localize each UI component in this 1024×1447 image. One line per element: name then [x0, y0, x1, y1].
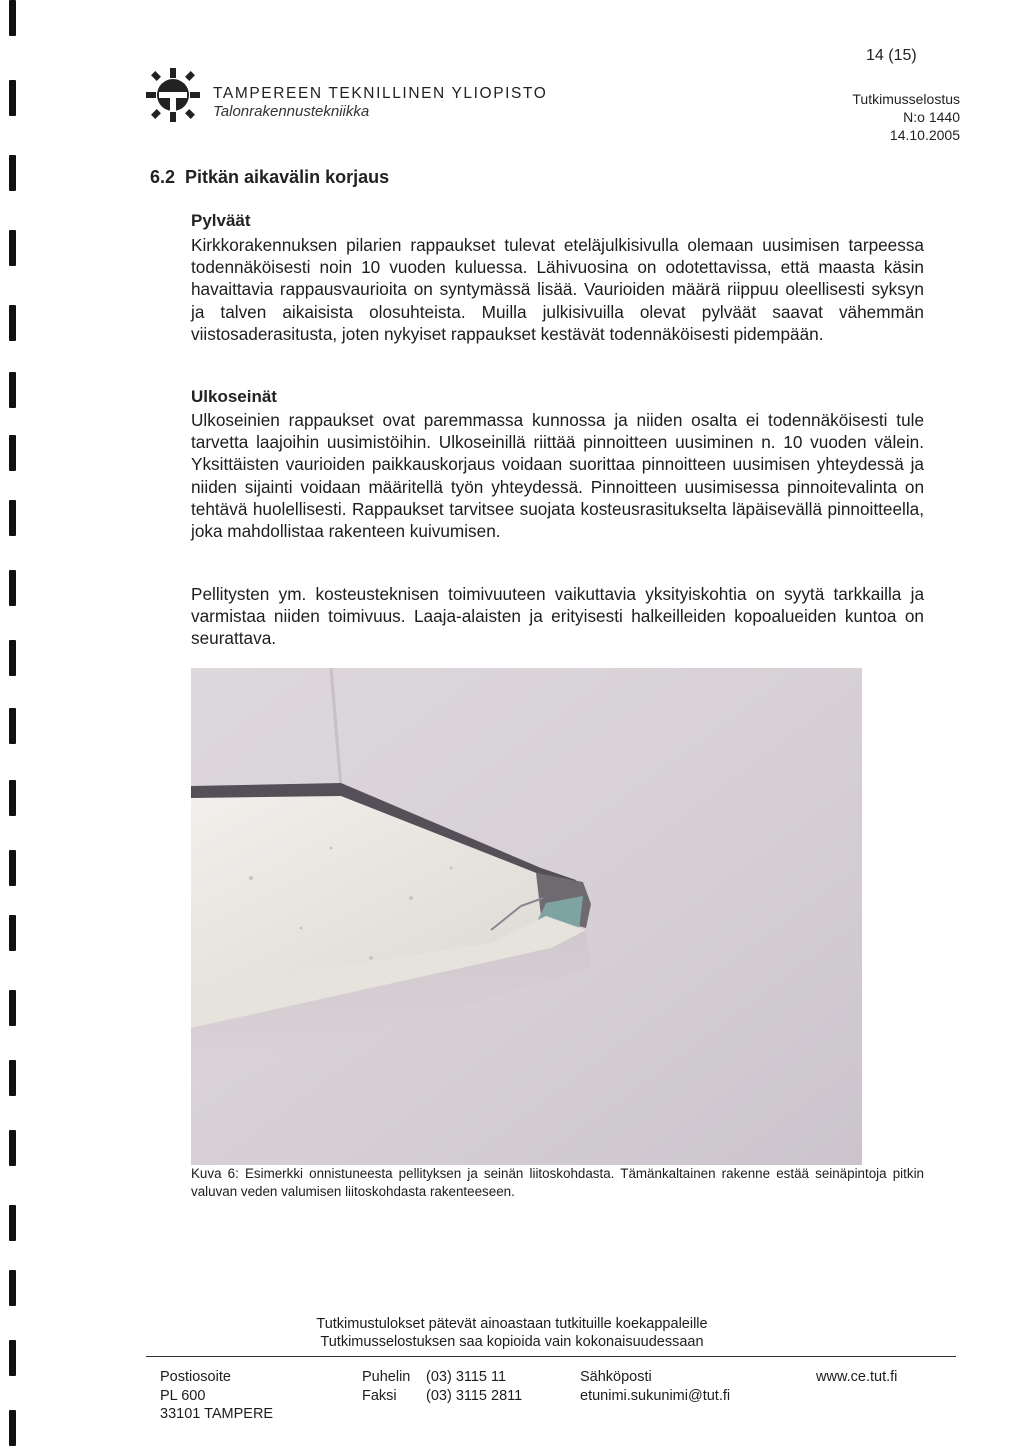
university-name: TAMPEREEN TEKNILLINEN YLIOPISTO: [213, 85, 548, 102]
phone-row: [362, 1368, 522, 1387]
address-city: 33101 TAMPERE: [160, 1406, 274, 1422]
section-title: 6.2 Pitkän aikavälin korjaus: [150, 167, 390, 187]
department-name: Talonrakennustekniikka: [213, 103, 370, 120]
address-box: PL 600: [160, 1387, 206, 1404]
address-label: Postiosoite: [160, 1369, 231, 1385]
footer-contact: [362, 1368, 522, 1405]
university-logo-icon: [143, 64, 203, 126]
fax-row: [362, 1387, 522, 1406]
fax-value: (03) 3115 2811: [426, 1387, 523, 1404]
report-date: 14.10.2005: [889, 127, 960, 143]
email-link[interactable]: etunimi.sukunimi@tut.fi: [580, 1387, 731, 1404]
report-info: [852, 90, 960, 144]
email-label: Sähköposti: [580, 1369, 652, 1385]
footer-address: [160, 1368, 273, 1424]
pylvaat-paragraph: Kirkkorakennuksen pilarien rappaukset tulevat eteläjulkisivulla olemaan uusimisen tarpeessa todennäköisesti noin 10 vuoden kuluessa. Lähivuosina on odotettavissa, että maasta käsin havaittavia rappausvaurioita on syntymässä lisää. Vaurioiden määrä riippuu oleellisesti syksyn ja talven aikaisista olosuhteista. Muilla julkisivuilla olevat pylväät saavat vähemmän viistosaderasitusta, joten nykyiset rappaukset kestävät todennäköisesti pidempään.: [191, 235, 924, 344]
binder-holes: [9, 0, 17, 1447]
fax-label: Faksi: [362, 1387, 397, 1404]
report-type: Tutkimusselostus: [852, 91, 960, 107]
notice-line-1: Tutkimustulokset pätevät ainoastaan tutkituille koekappaleille: [316, 1316, 708, 1332]
pellitykset-paragraph: Pellitysten ym. kosteusteknisen toimivuuteen vaikuttavia yksityiskohtia on syytä tarkkailla ja varmistaa niiden toimivuus. Laaja-alaisten ja erityisesti halkeilleiden kopoalueiden kuntoa on seurattava.: [191, 584, 924, 649]
footer-divider: [146, 1356, 956, 1357]
website-link[interactable]: www.ce.tut.fi: [816, 1369, 898, 1385]
ulkoseinat-heading: Ulkoseinät: [191, 387, 277, 406]
footer-email: [580, 1368, 730, 1405]
phone-label: Puhelin: [362, 1369, 411, 1385]
phone-value: (03) 3115 11: [426, 1369, 507, 1385]
page-number: 14 (15): [866, 47, 917, 64]
ulkoseinat-paragraph: Ulkoseinien rappaukset ovat paremmassa kunnossa ja niiden osalta ei todennäköisesti tule tarvetta laajoihin uusimistöihin. Ulkoseinillä riittää pinnoitteen uusiminen n. 10 vuoden välein. Yksittäisten vaurioiden paikkauskorjaus voidaan suorittaa pinnoitteen uusimisen yhteydessä ja niiden sijainti voidaan määritellä työn yhteydessä. Pinnoitteen uusimisessa pinnoitevalinta on tehtävä huolellisesti. Rappaukset tarvitsee suojata kosteusrasitukselta läpäisevällä pinnoitteella, joka mahdollistaa rakenteen kuivumisen.: [191, 410, 924, 542]
pylvaat-heading: Pylväät: [191, 211, 251, 230]
report-number: N:o 1440: [903, 109, 960, 125]
photo-window-sill-flashing: [191, 668, 862, 1165]
footer-website: [816, 1368, 897, 1387]
notice-line-2: Tutkimusselostuksen saa kopioida vain kokonaisuudessaan: [320, 1334, 704, 1350]
figure-caption: Kuva 6: Esimerkki onnistuneesta pellityksen ja seinän liitoskohdasta. Tämänkaltainen rakenne estää seinäpintoja pitkin valuvan veden valumisen liitoskohdasta rakenteeseen.: [191, 1166, 924, 1199]
